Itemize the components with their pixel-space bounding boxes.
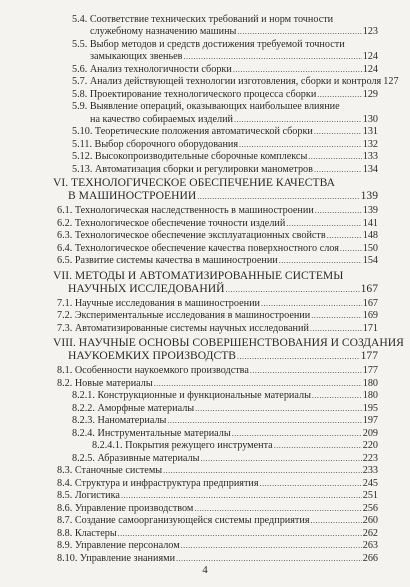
dot-leader [163, 464, 362, 477]
toc-page-number: 233 [362, 465, 378, 476]
toc-entry-title: 6.1. Технологическая наследственность в машиностроении [57, 205, 314, 216]
toc-chapter-line [68, 282, 378, 296]
toc-page-number: 223 [362, 453, 378, 464]
toc-page-number: 220 [362, 440, 378, 451]
toc-entry [57, 514, 378, 527]
toc-entry-title: 7.2. Экспериментальные исследования в машиностроении [57, 310, 311, 321]
toc-entry-title: 8.4. Структура и инфраструктура предприятия [57, 478, 259, 489]
dot-leader [308, 150, 361, 163]
dot-leader [327, 229, 362, 242]
toc-entry [57, 539, 378, 552]
toc-page-number: 209 [362, 428, 378, 439]
toc-entry-title: 5.12. Высокопроизводительные сборочные комплексы [72, 151, 308, 162]
toc-page-number: 124 [362, 51, 378, 62]
toc-entry-title: 5.8. Проектирование технологического процесса сборки [72, 89, 317, 100]
dot-leader [121, 489, 362, 502]
dot-leader [181, 539, 362, 552]
toc-entry-title: 6.4. Технологическое обеспечение качества поверхностного слоя [57, 243, 339, 254]
toc-page-number: 133 [362, 151, 378, 162]
toc-entry-title: 8.7. Создание самоорганизующейся системы предприятия [57, 515, 310, 526]
toc-page-number: 150 [362, 243, 378, 254]
toc-entry-title: 6.3. Технологическое обеспечение эксплуатационных свойств [57, 230, 326, 241]
toc-page-number: 171 [362, 323, 378, 334]
toc-page-number: 129 [362, 89, 378, 100]
dot-leader [237, 350, 360, 364]
toc-entry [57, 229, 378, 242]
toc-entry-title: служебному назначению машины [90, 26, 237, 37]
page-number: 4 [202, 564, 208, 576]
dot-leader [311, 309, 362, 322]
toc-entry-title: VII. МЕТОДЫ И АВТОМАТИЗИРОВАННЫЕ СИСТЕМЫ [53, 269, 344, 282]
toc-entry [72, 389, 378, 402]
dot-leader [226, 283, 360, 297]
toc-chapter-line [68, 349, 378, 363]
toc-entry-title: 5.5. Выбор методов и средств достижения требуемой точности [72, 39, 345, 50]
toc-entry-title: 8.9. Управление персоналом [57, 540, 180, 551]
toc-entry [92, 439, 378, 452]
toc-entry [57, 254, 378, 267]
dot-leader [183, 50, 361, 63]
toc-page-number: 180 [362, 390, 378, 401]
toc-page-number: 256 [362, 503, 378, 514]
dot-leader [314, 125, 362, 138]
toc-entry-title: 7.1. Научные исследования в машиностроении [57, 298, 260, 309]
toc-entry [72, 150, 378, 163]
toc-entry-title: 5.7. Анализ действующей технологии изготовления, сборки и контроля [72, 76, 382, 87]
toc-entry-title: НАУКОЕМКИХ ПРОИЗВОДСТВ [68, 349, 237, 362]
toc-entry [57, 322, 378, 335]
toc-page-number: 266 [362, 553, 378, 564]
toc-chapter-line [53, 336, 404, 350]
toc-page-number: 130 [362, 114, 378, 125]
toc-page-number: 139 [362, 205, 378, 216]
toc-entry-title: 8.1. Особенности наукоемкого производства [57, 365, 249, 376]
toc-page-number: 177 [362, 365, 378, 376]
toc-page-number: 134 [362, 164, 378, 175]
toc-chapter-line [53, 176, 378, 190]
toc-entry-title: 8.3. Станочные системы [57, 465, 163, 476]
toc-entry [57, 464, 378, 477]
toc-page-number: 262 [362, 528, 378, 539]
toc-page-number: 148 [362, 230, 378, 241]
toc-entry-title: 8.8. Кластеры [57, 528, 117, 539]
toc-entry-title: 8.10. Управление знаниями [57, 553, 176, 564]
toc-page-number: 197 [362, 415, 378, 426]
toc-entry-title: замыкающих звеньев [90, 51, 183, 62]
toc-entry [57, 204, 378, 217]
toc-entry [72, 125, 378, 138]
toc-entry [72, 414, 378, 427]
toc-entry-title: 8.5. Логистика [57, 490, 120, 501]
toc-entry [57, 309, 378, 322]
toc-entry-title: НАУЧНЫХ ИССЛЕДОВАНИЙ [68, 282, 225, 295]
toc-entry-title: 8.2.2. Аморфные материалы [72, 403, 195, 414]
dot-leader [315, 204, 362, 217]
dot-leader [250, 364, 362, 377]
toc-entry-title: 5.6. Анализ технологичности сборки [72, 64, 232, 75]
toc-entry [72, 100, 378, 113]
toc-page-number: 177 [360, 349, 378, 362]
dot-leader [311, 514, 362, 527]
dot-leader [314, 163, 362, 176]
toc-entry-title: 7.3. Автоматизированные системы научных исследований [57, 323, 309, 334]
toc-entry-title: 5.11. Выбор сборочного оборудования [72, 139, 239, 150]
toc-page-number: 167 [362, 298, 378, 309]
toc-chapter-line [53, 269, 378, 283]
toc-page-number: 169 [362, 310, 378, 321]
toc-chapter-line [68, 189, 378, 203]
toc-page-number: 154 [362, 255, 378, 266]
toc-entry-title: 8.2.3. Наноматериалы [72, 415, 167, 426]
dot-leader [310, 322, 362, 335]
toc-entry-title: на качество собираемых изделий [90, 114, 233, 125]
toc-entry-title: 5.13. Автоматизация сборки и регулировки манометров [72, 164, 313, 175]
toc-entry-title: VIII. НАУЧНЫЕ ОСНОВЫ СОВЕРШЕНСТВОВАНИЯ И СОЗДАНИЯ [53, 336, 404, 349]
toc-entry [72, 75, 399, 88]
toc-page-number: 127 [383, 76, 399, 87]
dot-leader [167, 414, 361, 427]
toc-page-number: 139 [360, 189, 378, 202]
toc-entry [72, 163, 378, 176]
dot-leader [237, 25, 361, 38]
toc-page-number: 132 [362, 139, 378, 150]
toc-page-number: 141 [362, 218, 378, 229]
toc-entry-title: 8.2.5. Абразивные материалы [72, 453, 200, 464]
toc-page-number: 195 [362, 403, 378, 414]
dot-leader [274, 439, 362, 452]
toc-entry-title: 8.2.4. Инструментальные материалы [72, 428, 231, 439]
dot-leader [197, 190, 359, 204]
toc-entry-title: 5.10. Теоретические положения автоматической сборки [72, 126, 313, 137]
toc-entry-title: 8.2.1. Конструкционные и функциональные материалы [72, 390, 311, 401]
toc-entry-title: 5.4. Соответствие технических требований и норм точности [72, 14, 334, 25]
toc-page-number: 123 [362, 26, 378, 37]
toc-page-number: 260 [362, 515, 378, 526]
toc-entry-title: 5.9. Выявление операций, оказывающих наибольшее влияние [72, 101, 340, 112]
toc-entry-title: 8.2. Новые материалы [57, 378, 153, 389]
toc-entry-title: 6.5. Развитие системы качества в машиностроении [57, 255, 278, 266]
toc-entry-title: В МАШИНОСТРОЕНИИ [68, 189, 197, 202]
toc-page-number: 180 [362, 378, 378, 389]
toc-page-number: 251 [362, 490, 378, 501]
toc-entry [57, 489, 378, 502]
toc-entry-title: VI. ТЕХНОЛОГИЧЕСКОЕ ОБЕСПЕЧЕНИЕ КАЧЕСТВА [53, 176, 335, 189]
toc-page-number: 245 [362, 478, 378, 489]
dot-leader [312, 389, 362, 402]
toc-entry-title: 8.2.4.1. Покрытия режущего инструмента [92, 440, 273, 451]
toc-page-number: 131 [362, 126, 378, 137]
toc-entry-title: 8.6. Управление производством [57, 503, 194, 514]
toc-page-number: 263 [362, 540, 378, 551]
dot-leader [279, 254, 362, 267]
toc-entry [57, 364, 378, 377]
toc-entry [90, 50, 378, 63]
toc-page-number: 124 [362, 64, 378, 75]
toc-page-number: 167 [360, 282, 378, 295]
toc-entry [90, 25, 378, 38]
toc-entry-title: 6.2. Технологическое обеспечение точности изделий [57, 218, 286, 229]
